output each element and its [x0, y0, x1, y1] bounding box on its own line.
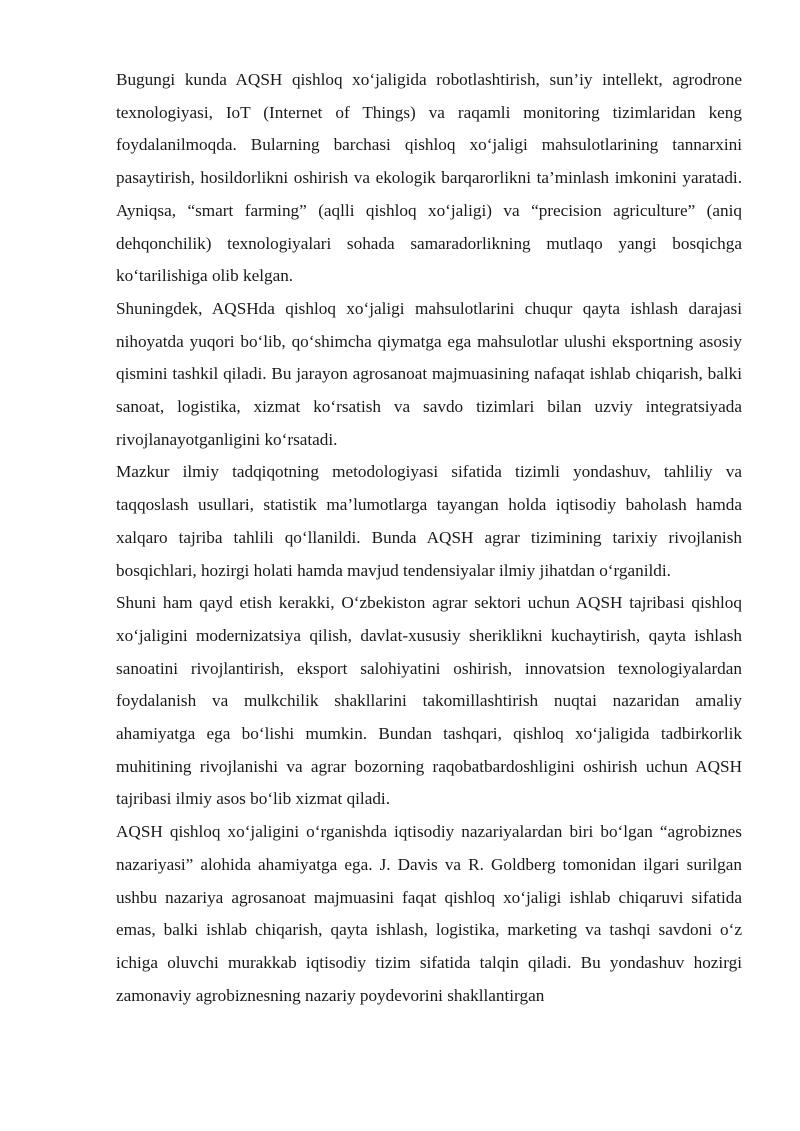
paragraph-agribusiness-theory: AQSH qishloq xo‘jaligini o‘rganishda iqtisodiy nazariyalardan biri bo‘lgan “agrobiznes nazariyasi” alohida ahamiyatga ega. J. Davis va R. Goldberg tomonidan ilgari surilgan ushbu nazariya agrosanoat majmuasini faqat qishloq xo‘jaligi ishlab chiqaruvi sifatida emas, balki ishlab chiqarish, qayta ishlash, logistika, marketing va tashqi savdoni o‘z ichiga oluvchi murakkab iqtisodiy tizim sifatida talqin qiladi. Bu yondashuv hozirgi zamonaviy agrobiznesning nazariy poydevorini shakllantirgan: [116, 822, 742, 1005]
document-page: [116, 64, 742, 1012]
paragraph-methodology: Mazkur ilmiy tadqiqotning metodologiyasi sifatida tizimli yondashuv, tahliliy va taqqoslash usullari, statistik ma’lumotlarga tayangan holda iqtisodiy baholash hamda xalqaro tajriba tahlili qo‘llanildi. Bunda AQSH agrar tizimining tarixiy rivojlanish bosqichlari, hozirgi holati hamda mavjud tendensiyalar ilmiy jihatdan o‘rganildi.: [116, 462, 742, 580]
paragraph-processing-export: Shuningdek, AQSHda qishloq xo‘jaligi mahsulotlarini chuqur qayta ishlash darajasi nihoyatda yuqori bo‘lib, qo‘shimcha qiymatga ega mahsulotlar ulushi eksportning asosiy qismini tashkil qiladi. Bu jarayon agrosanoat majmuasining nafaqat ishlab chiqarish, balki sanoat, logistika, xizmat ko‘rsatish va savdo tizimlari bilan uzviy integratsiyada rivojlanayotganligini ko‘rsatadi.: [116, 298, 742, 449]
paragraph-uzbekistan-relevance: Shuni ham qayd etish kerakki, O‘zbekiston agrar sektori uchun AQSH tajribasi qishloq xo‘jaligini modernizatsiya qilish, davlat-xususiy sheriklikni kuchaytirish, qayta ishlash sanoatini rivojlantirish, eksport salohiyatini oshirish, innovatsion texnologiyalardan foydalanish va mulkchilik shakllarini takomillashtirish nuqtai nazaridan amaliy ahamiyatga ega bo‘lishi mumkin. Bundan tashqari, qishloq xo‘jaligida tadbirkorlik muhitining rivojlanishi va agrar bozorning raqobatbardoshligini oshirish uchun AQSH tajribasi ilmiy asos bo‘lib xizmat qiladi.: [116, 593, 742, 809]
paragraph-smart-farming: Bugungi kunda AQSH qishloq xo‘jaligida robotlashtirish, sun’iy intellekt, agrodrone texnologiyasi, IoT (Internet of Things) va raqamli monitoring tizimlaridan keng foydalanilmoqda. Bularning barchasi qishloq xo‘jaligi mahsulotlarining tannarxini pasaytirish, hosildorlikni oshirish va ekologik barqarorlikni ta’minlash imkonini yaratadi. Ayniqsa, “smart farming” (aqlli qishloq xo‘jaligi) va “precision agriculture” (aniq dehqonchilik) texnologiyalari sohada samaradorlikning mutlaqo yangi bosqichga ko‘tarilishiga olib kelgan.: [116, 70, 742, 286]
